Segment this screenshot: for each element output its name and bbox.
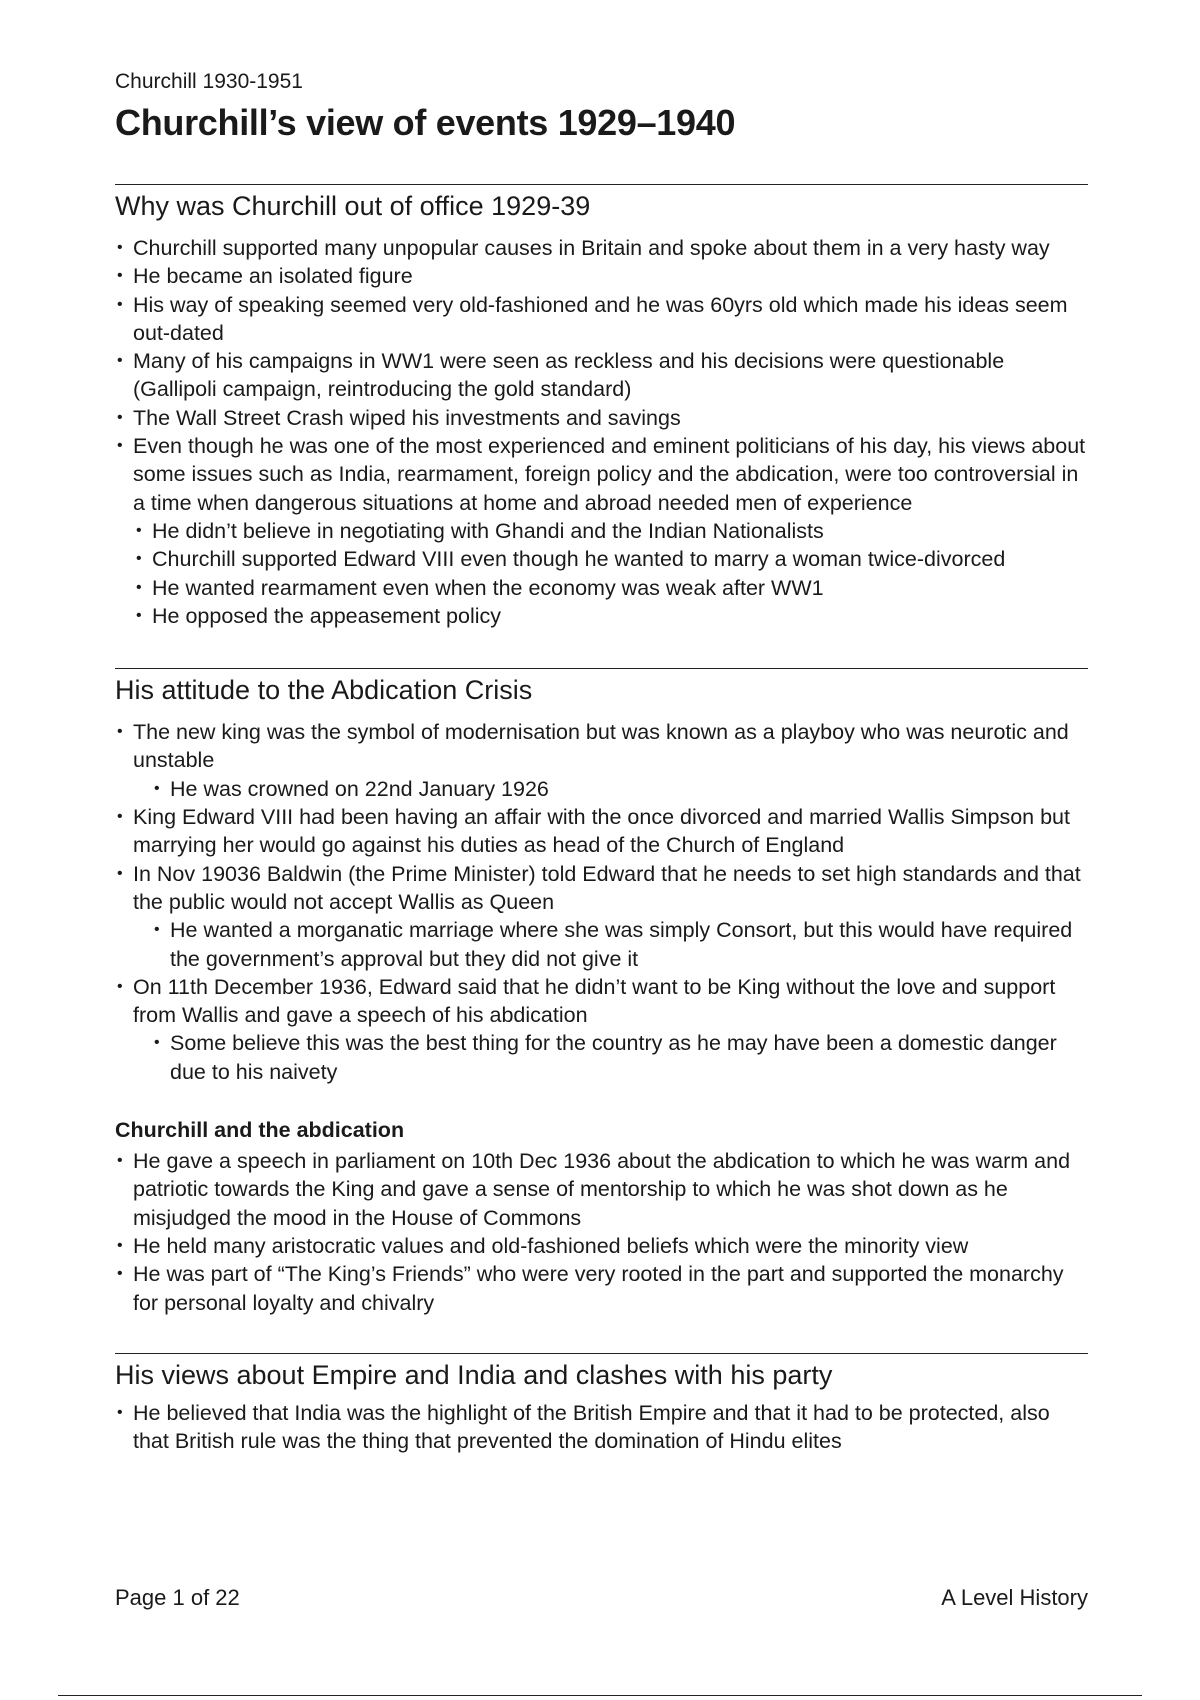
list-subitem: • Churchill supported Edward VIII even though he wanted to marry a woman twice-divorced — [134, 545, 1088, 573]
list-item: • His way of speaking seemed very old-fashioned and he was 60yrs old which made his ideas seem out-dated — [115, 291, 1088, 348]
list-item: • He believed that India was the highlight of the British Empire and that it had to be protected, also that British rule was the thing that prevented the domination of Hindu elites — [115, 1399, 1088, 1456]
document-title: Churchill’s view of events 1929–1940 — [115, 102, 736, 143]
list-item: • The new king was the symbol of modernisation but was known as a playboy who was neurotic and unstable — [115, 718, 1088, 775]
list-subitem: • He wanted rearmament even when the economy was weak after WW1 — [134, 574, 1088, 602]
section-empire-india — [115, 1353, 1088, 1456]
list-item: • He held many aristocratic values and old-fashioned beliefs which were the minority view — [115, 1232, 1088, 1260]
section-heading: His views about Empire and India and clashes with his party — [115, 1359, 833, 1390]
list-subitem: • He opposed the appeasement policy — [134, 602, 1088, 630]
list-item: • Many of his campaigns in WW1 were seen as reckless and his decisions were questionable (Gallipoli campaign, reintroducing the gold standard) — [115, 347, 1088, 404]
list-subitem: • He didn’t believe in negotiating with Ghandi and the Indian Nationalists — [134, 517, 1088, 545]
section-heading: Why was Churchill out of office 1929-39 — [115, 191, 591, 221]
section-abdication-crisis — [115, 668, 1088, 1317]
list-item: • Churchill supported many unpopular causes in Britain and spoke about them in a very hasty way — [115, 234, 1088, 262]
page-footer — [115, 1585, 1088, 1611]
bottom-divider — [58, 1695, 1142, 1696]
page-number: Page 1 of 22 — [115, 1585, 240, 1610]
list-item: • On 11th December 1936, Edward said that he didn’t want to be King without the love and support from Wallis and gave a speech of his abdication — [115, 973, 1088, 1030]
list-item: • He gave a speech in parliament on 10th Dec 1936 about the abdication to which he was warm and patriotic towards the King and gave a sense of mentorship to which he was shot down as he misjudged the mood in the House of Commons — [115, 1147, 1088, 1232]
list-item: • In Nov 19036 Baldwin (the Prime Minister) told Edward that he needs to set high standards and that the public would not accept Wallis as Queen — [115, 860, 1088, 917]
list-item: • Even though he was one of the most experienced and eminent politicians of his day, his views about some issues such as India, rearmament, foreign policy and the abdication, were too controversial in a time when dangerous situations at home and abroad needed men of experience — [115, 432, 1088, 517]
list-item: • The Wall Street Crash wiped his investments and savings — [115, 404, 1088, 432]
course-label: A Level History — [941, 1585, 1088, 1610]
section-heading: His attitude to the Abdication Crisis — [115, 675, 533, 706]
bullet-list — [115, 1399, 1088, 1456]
list-subitem: • Some believe this was the best thing for the country as he may have been a domestic danger due to his naivety — [152, 1029, 1088, 1086]
list-subitem: • He was crowned on 22nd January 1926 — [152, 775, 1088, 803]
bullet-list — [115, 1147, 1088, 1317]
document-header-label: Churchill 1930-1951 — [115, 70, 303, 93]
bullet-list — [115, 234, 1088, 630]
list-item: • King Edward VIII had been having an affair with the once divorced and married Wallis Simpson but marrying her would go against his duties as head of the Church of England — [115, 803, 1088, 860]
section-out-of-office — [115, 184, 1088, 630]
list-item: • He became an isolated figure — [115, 262, 1088, 290]
list-item: • He was part of “The King’s Friends” who were very rooted in the part and supported the monarchy for personal loyalty and chivalry — [115, 1260, 1088, 1317]
list-subitem: • He wanted a morganatic marriage where she was simply Consort, but this would have required the government’s approval but they did not give it — [152, 916, 1088, 973]
bullet-list — [115, 718, 1088, 1086]
document-page — [115, 70, 1088, 1455]
subsection-heading: Churchill and the abdication — [115, 1118, 405, 1143]
